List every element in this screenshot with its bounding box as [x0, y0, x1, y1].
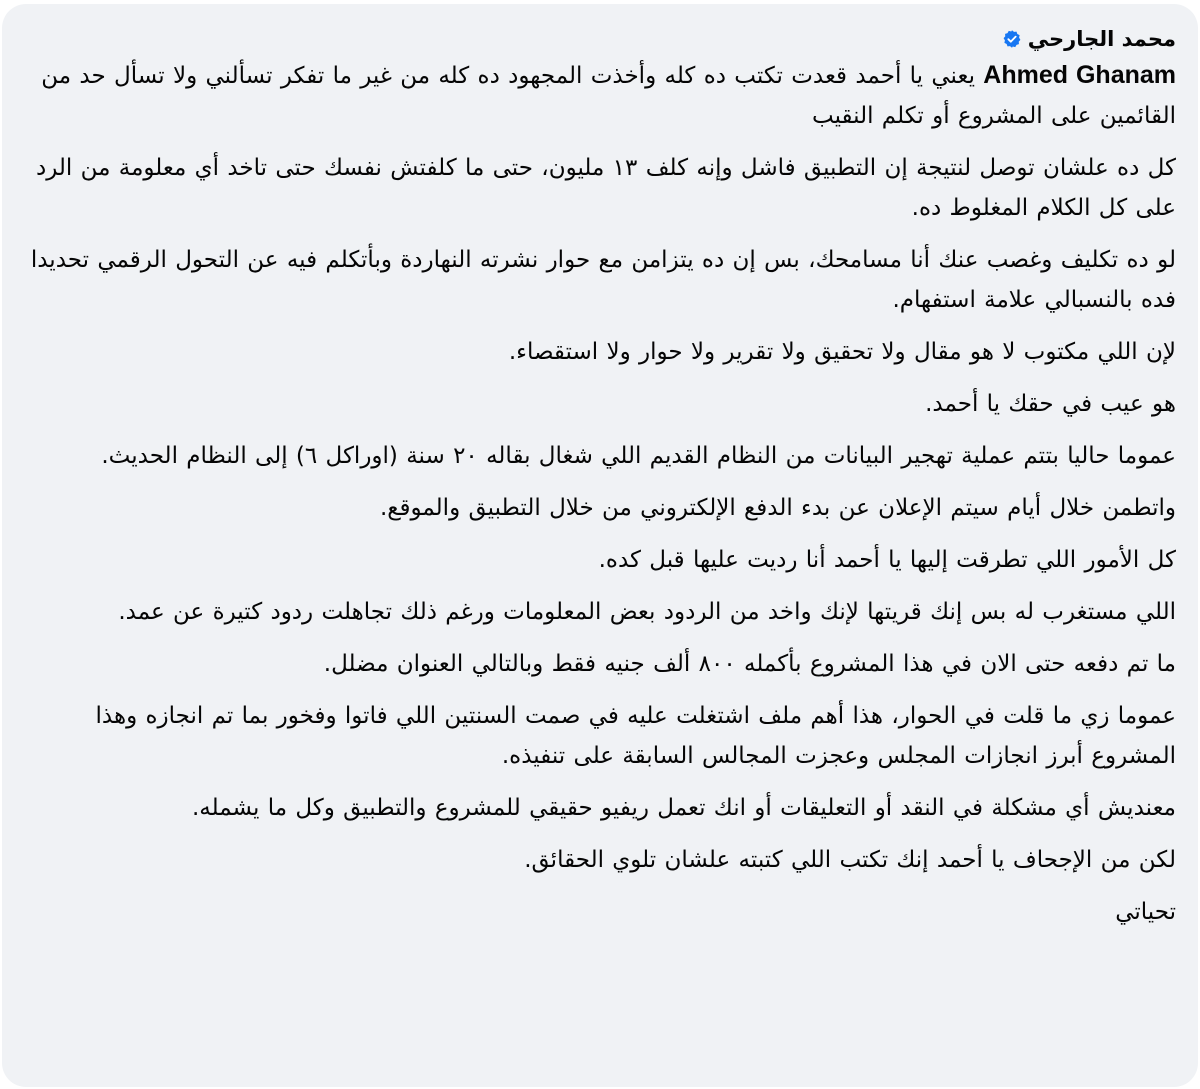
- comment-paragraph: هو عيب في حقك يا أحمد.: [925, 391, 1176, 417]
- comment-paragraph: كل الأمور اللي تطرقت إليها يا أحمد أنا رديت عليها قبل كده.: [598, 547, 1176, 573]
- verified-badge-icon: [1002, 29, 1022, 49]
- comment-paragraph: لو ده تكليف وغصب عنك أنا مسامحك، بس إن ده يتزامن مع حوار نشرته النهاردة وبأتكلم فيه عن التحول الرقمي تحديدا فده بالنسبالي علامة استفهام.: [30, 247, 1176, 313]
- comment-paragraph: اللي مستغرب له بس إنك قريتها لإنك واخد من الردود بعض المعلومات ورغم ذلك تجاهلت ردود كتيرة عن عمد.: [118, 599, 1176, 625]
- comment-paragraph: عموما زي ما قلت في الحوار، هذا أهم ملف اشتغلت عليه في صمت السنتين اللي فاتوا وفخور بما تم انجازه وهذا المشروع أبرز انجازات المجلس وعجزت المجالس السابقة على تنفيذه.: [95, 703, 1176, 769]
- comment-paragraph: ما تم دفعه حتى الان في هذا المشروع بأكمله ٨٠٠ ألف جنيه فقط وبالتالي العنوان مضلل.: [323, 651, 1176, 677]
- mention-link[interactable]: Ahmed Ghanam: [983, 61, 1176, 89]
- comment-paragraph: معنديش أي مشكلة في النقد أو التعليقات أو انك تعمل ريفيو حقيقي للمشروع والتطبيق وكل ما يشمله.: [191, 795, 1176, 821]
- paragraph-text: يعني يا أحمد قعدت تكتب ده كله وأخذت المجهود ده كله من غير ما تفكر تسألني ولا تسأل حد من القائمين على المشروع أو تكلم النقيب: [41, 63, 1176, 129]
- comment-bubble: [2, 4, 1198, 1087]
- author-name[interactable]: محمد الجارحي: [1027, 27, 1176, 51]
- comment-paragraph: [26, 55, 1176, 136]
- comment-paragraph: عموما حاليا بتتم عملية تهجير البيانات من النظام القديم اللي شغال بقاله ٢٠ سنة (اوراكل ٦) إلى النظام الحديث.: [101, 443, 1176, 469]
- comment-author-row: [26, 24, 1176, 54]
- comment-paragraph: لكن من الإجحاف يا أحمد إنك تكتب اللي كتبته علشان تلوي الحقائق.: [524, 847, 1176, 873]
- comment-paragraph: لإن اللي مكتوب لا هو مقال ولا تحقيق ولا تقرير ولا حوار ولا استقصاء.: [508, 339, 1176, 365]
- comment-paragraph: تحياتي: [1115, 899, 1176, 925]
- comment-paragraph: واتطمن خلال أيام سيتم الإعلان عن بدء الدفع الإلكتروني من خلال التطبيق والموقع.: [379, 495, 1176, 521]
- comment-paragraph: كل ده علشان توصل لنتيجة إن التطبيق فاشل وإنه كلف ١٣ مليون، حتى ما كلفتش نفسك حتى تاخد أي معلومة من الرد على كل الكلام المغلوط ده.: [35, 155, 1176, 221]
